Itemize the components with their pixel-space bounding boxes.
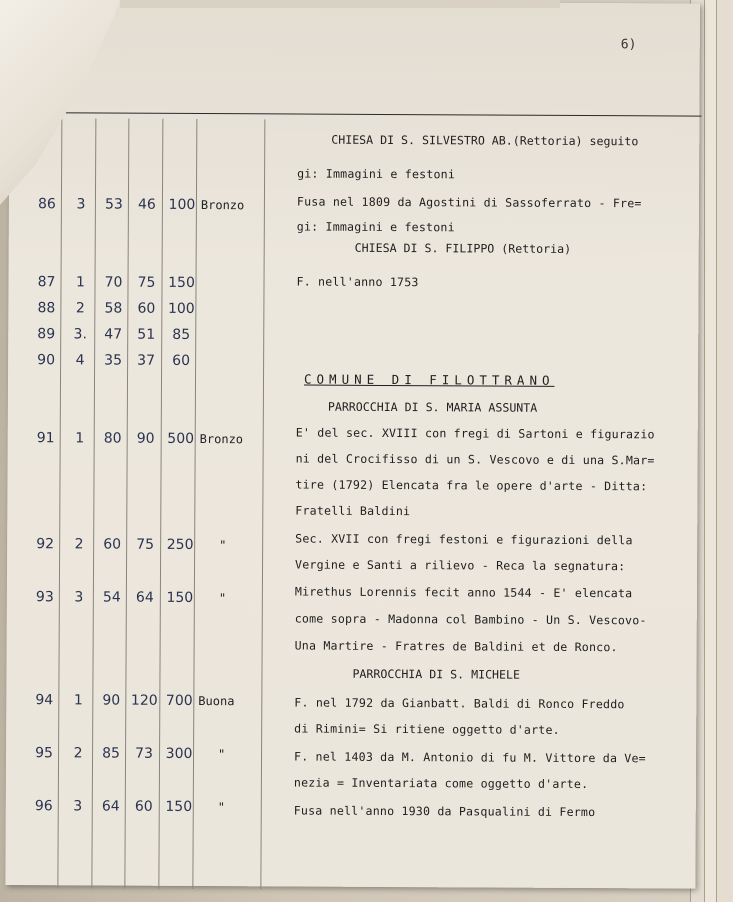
- table-cell-c1: 1: [75, 430, 85, 447]
- table-cell-c3: 64: [135, 589, 154, 606]
- text-line: Fusa nell'anno 1930 da Pasqualini di Fermo: [293, 803, 596, 820]
- table-cell-c2: 80: [103, 430, 122, 447]
- text-line: Fusa nel 1809 da Agostini di Sassoferrato - Fre=: [296, 194, 642, 211]
- table-cell-c4: 150: [166, 589, 194, 606]
- table-cell-c3: 51: [137, 326, 156, 343]
- table-cell-c3: 120: [130, 692, 158, 709]
- table-cell-n: 90: [37, 352, 56, 369]
- text-line: tire (1792) Elencata fra le opere d'arte - Ditta:: [295, 477, 648, 494]
- table-cell-c1: 1: [73, 692, 83, 709]
- table-cell-c4: 250: [166, 536, 194, 553]
- text-line: Mirethus Lorennis fecit anno 1544 - E' elencata: [294, 584, 633, 601]
- text-line: come sopra - Madonna col Bambino - Un S. Vescovo-: [294, 611, 647, 628]
- text-line: nezia = Inventariata come oggetto d'arte.: [293, 775, 589, 792]
- table-cell-c3: 60: [137, 300, 156, 317]
- text-line: CHIESA DI S. FILIPPO (Rettoria): [354, 240, 572, 256]
- document-sheet: [5, 0, 700, 889]
- table-cell-c1: 2: [75, 300, 85, 317]
- table-cell-c1: 1: [76, 274, 86, 291]
- table-cell-c4: 85: [172, 326, 191, 343]
- table-cell-c4: 150: [168, 274, 195, 291]
- table-cell-condition: ": [218, 591, 227, 606]
- table-cell-c3: 73: [135, 745, 154, 762]
- text-line: Una Martire - Fratres de Baldini et de Ronco.: [294, 638, 618, 655]
- table-cell-n: 91: [36, 430, 55, 447]
- column-divider: [192, 119, 197, 889]
- table-cell-c2: 58: [104, 300, 123, 317]
- table-cell-n: 89: [37, 326, 56, 343]
- table-cell-c2: 35: [104, 352, 123, 369]
- text-line: Fratelli Baldini: [295, 503, 411, 519]
- table-cell-condition: ": [219, 538, 227, 553]
- column-divider: [57, 118, 62, 888]
- text-line: F. nell'anno 1753: [296, 274, 419, 290]
- table-cell-n: 86: [37, 196, 56, 213]
- table-cell-c2: 85: [102, 745, 121, 762]
- table-cell-c2: 60: [103, 536, 122, 553]
- table-cell-condition: Bronzo: [199, 431, 244, 447]
- text-line: di Rimini= Si ritiene oggetto d'arte.: [294, 721, 560, 737]
- table-cell-c1: 3: [73, 798, 83, 815]
- page-number: 6): [620, 37, 637, 53]
- header-rule: [49, 112, 701, 116]
- table-cell-c2: 70: [104, 274, 123, 291]
- column-divider: [124, 119, 129, 889]
- table-cell-c3: 75: [137, 274, 156, 291]
- top-sheet-strip: [120, 0, 560, 8]
- table-cell-c1: 2: [73, 745, 83, 762]
- text-line: ni del Crocifisso di un S. Vescovo e di una S.Mar=: [295, 451, 655, 468]
- table-cell-condition: Bronzo: [200, 198, 245, 213]
- text-line: F. nel 1403 da M. Antonio di fu M. Vittore da Ve=: [294, 749, 646, 766]
- parish-heading: PARROCCHIA DI S. MARIA ASSUNTA: [327, 399, 538, 415]
- table-cell-n: 88: [37, 300, 56, 317]
- text-line: E' del sec. XVIII con fregi di Sartoni e figurazio: [295, 425, 655, 442]
- table-cell-c2: 53: [104, 196, 123, 213]
- table-cell-c1: 3: [74, 589, 84, 606]
- text-line: Sec. XVII con fregi festoni e figurazioni della: [295, 531, 633, 548]
- table-cell-n: 96: [34, 798, 53, 815]
- text-line: Vergine e Santi a rilievo - Reca la segnatura:: [295, 557, 626, 574]
- text-line: CHIESA DI S. SILVESTRO AB.(Rettoria) seguito: [331, 132, 639, 149]
- table-cell-n: 87: [37, 274, 56, 291]
- table-cell-c4: 500: [167, 430, 195, 447]
- table-cell-c2: 64: [101, 798, 120, 815]
- table-cell-c4: 100: [168, 196, 196, 213]
- table-cell-condition: Buona: [198, 693, 235, 709]
- table-cell-c4: 300: [165, 745, 193, 762]
- table-cell-n: 93: [35, 589, 54, 606]
- column-divider: [260, 119, 265, 889]
- column-divider: [91, 118, 96, 888]
- table-cell-n: 94: [35, 692, 54, 709]
- text-line: F. nel 1792 da Gianbatt. Baldi di Ronco Freddo: [294, 695, 625, 712]
- table-cell-c2: 47: [104, 326, 123, 343]
- table-cell-c4: 60: [172, 352, 191, 369]
- table-cell-c3: 46: [137, 196, 156, 213]
- stacked-sheet-edge: [716, 0, 733, 902]
- table-cell-c2: 90: [102, 692, 121, 709]
- table-cell-c4: 700: [165, 692, 193, 709]
- table-cell-c3: 60: [134, 798, 153, 815]
- table-cell-c4: 100: [167, 300, 195, 317]
- table-cell-c1: 3.: [73, 326, 87, 343]
- table-cell-n: 92: [36, 536, 55, 553]
- text-line: gi: Immagini e festoni: [296, 219, 455, 235]
- table-cell-n: 95: [35, 745, 54, 762]
- text-line: gi: Immagini e festoni: [297, 166, 456, 182]
- parish-heading: PARROCCHIA DI S. MICHELE: [352, 666, 521, 682]
- table-cell-condition: ": [217, 800, 226, 815]
- table-cell-c1: 2: [74, 536, 84, 553]
- comune-title: COMUNE DI FILOTTRANO: [303, 371, 555, 388]
- table-cell-c1: 3: [76, 196, 86, 213]
- column-divider: [158, 119, 163, 889]
- table-cell-c3: 37: [137, 352, 156, 369]
- table-cell-c4: 150: [165, 798, 193, 815]
- table-cell-c3: 75: [136, 536, 155, 553]
- table-cell-c3: 90: [136, 430, 155, 447]
- table-cell-c1: 4: [75, 352, 85, 369]
- table-cell-condition: ": [218, 747, 226, 762]
- table-cell-c2: 54: [102, 589, 121, 606]
